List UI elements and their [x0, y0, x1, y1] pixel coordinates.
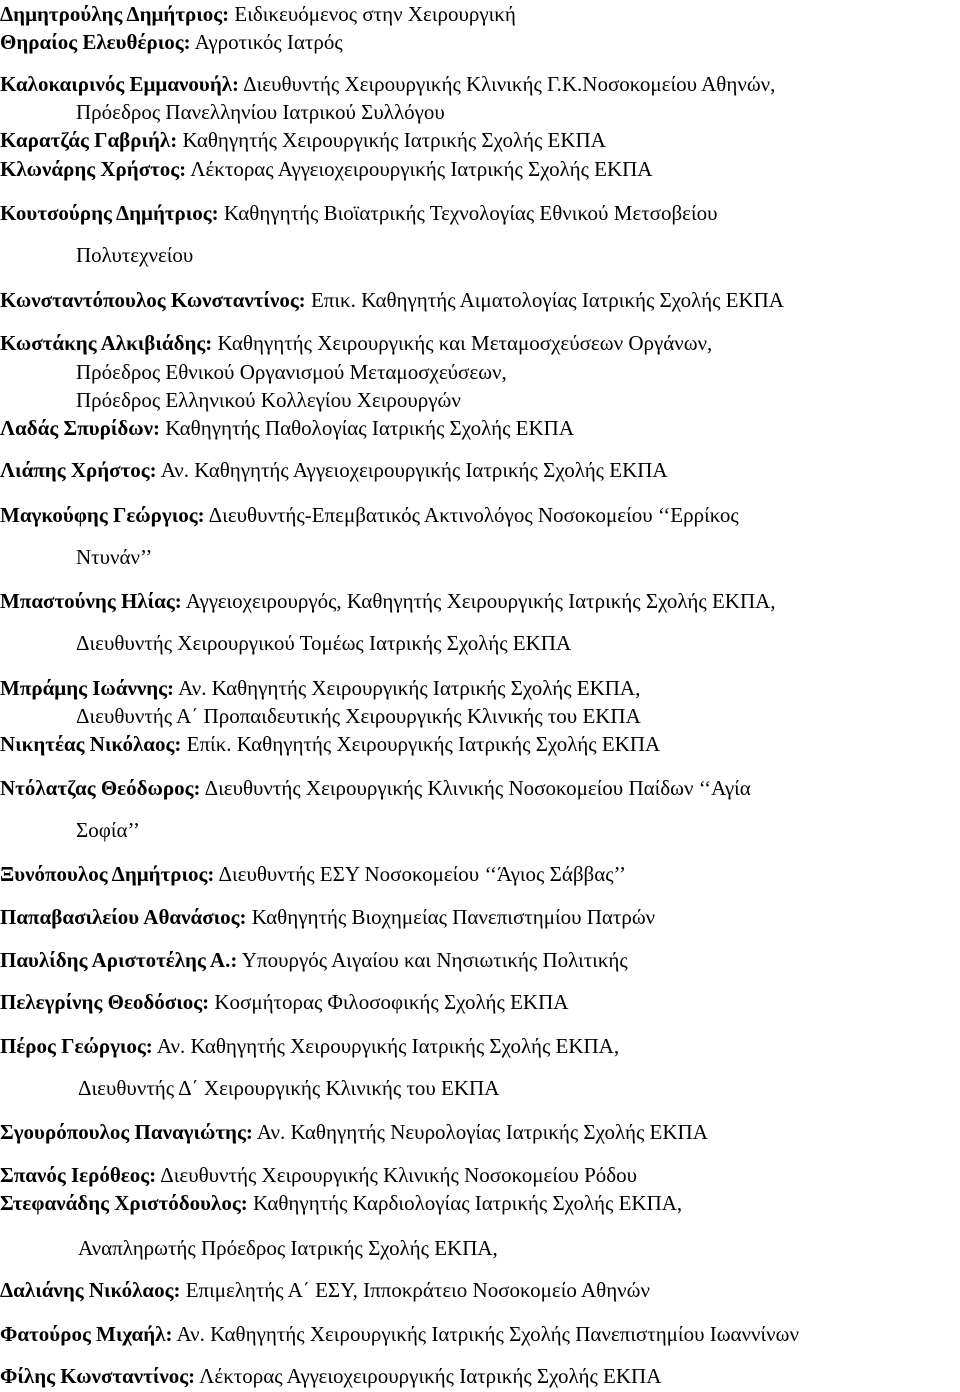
- list-item: [0, 905, 960, 929]
- list-item: [0, 416, 960, 440]
- list-item: [0, 201, 960, 225]
- person-name: Μπράμης Ιωάννης:: [0, 676, 175, 700]
- person-name: Δημητρούλης Δημήτριος:: [0, 2, 230, 26]
- list-item: [0, 2, 960, 26]
- person-role: Καθηγητής Χειρουργικής Ιατρικής Σχολής ΕΚΠΑ: [177, 128, 606, 152]
- list-item: [0, 1322, 960, 1346]
- list-item: [0, 1163, 960, 1187]
- person-name: Κωστάκης Αλκιβιάδης:: [0, 331, 213, 355]
- person-role: Καθηγητής Χειρουργικής και Μεταμοσχεύσεων Οργάνων,: [212, 331, 713, 355]
- list-item: [0, 862, 960, 886]
- role-continuation: Σοφία’’: [76, 818, 140, 842]
- list-item: [0, 1364, 960, 1388]
- person-name: Παυλίδης Αριστοτέλης Α.:: [0, 948, 238, 972]
- list-item: [0, 30, 960, 54]
- list-item: [0, 589, 960, 613]
- list-item: [0, 948, 960, 972]
- person-role: Αν. Καθηγητής Αγγειοχειρουργικής Ιατρικής Σχολής ΕΚΠΑ: [156, 458, 668, 482]
- list-item: [0, 990, 960, 1014]
- list-item: [0, 676, 960, 700]
- person-name: Μαγκούφης Γεώργιος:: [0, 503, 205, 527]
- person-role: Επίκ. Καθηγητής Χειρουργικής Ιατρικής Σχολής ΕΚΠΑ: [181, 732, 661, 756]
- role-continuation: Ντυνάν’’: [76, 545, 153, 569]
- person-name: Παπαβασιλείου Αθανάσιος:: [0, 905, 247, 929]
- list-item: [0, 503, 960, 527]
- person-role: Λέκτορας Αγγειοχειρουργικής Ιατρικής Σχολής ΕΚΠΑ: [186, 157, 653, 181]
- person-role: Επικ. Καθηγητής Αιματολογίας Ιατρικής Σχολής ΕΚΠΑ: [305, 288, 784, 312]
- role-continuation: Αναπληρωτής Πρόεδρος Ιατρικής Σχολής ΕΚΠΑ,: [78, 1236, 498, 1260]
- person-role: Καθηγητής Βιοϊατρικής Τεχνολογίας Εθνικού Μετσοβείου: [218, 201, 718, 225]
- person-role: Λέκτορας Αγγειοχειρουργικής Ιατρικής Σχολής ΕΚΠΑ: [195, 1364, 662, 1388]
- list-item: [0, 458, 960, 482]
- person-role: Διευθυντής ΕΣΥ Νοσοκομείου ‘‘Άγιος Σάββας’’: [214, 862, 626, 886]
- person-role: Διευθυντής Χειρουργικής Κλινικής Νοσοκομείου Παίδων ‘‘Αγία: [200, 776, 751, 800]
- list-item: [0, 331, 960, 355]
- role-continuation: Διευθυντής Α΄ Προπαιδευτικής Χειρουργικής Κλινικής του ΕΚΠΑ: [76, 704, 641, 728]
- role-continuation: Πρόεδρος Εθνικού Οργανισμού Μεταμοσχεύσεων,: [76, 360, 507, 384]
- role-continuation: Πρόεδρος Πανελληνίου Ιατρικού Συλλόγου: [76, 100, 445, 124]
- person-role: Διευθυντής Χειρουργικής Κλινικής Γ.Κ.Νοσοκομείου Αθηνών,: [239, 72, 776, 96]
- person-name: Κωνσταντόπουλος Κωνσταντίνος:: [0, 288, 306, 312]
- list-item: [0, 776, 960, 800]
- person-role: Διευθυντής Χειρουργικής Κλινικής Νοσοκομείου Ρόδου: [156, 1163, 638, 1187]
- person-name: Ξυνόπουλος Δημήτριος:: [0, 862, 215, 886]
- person-name: Πέρος Γεώργιος:: [0, 1034, 153, 1058]
- person-role: Υπουργός Αιγαίου και Νησιωτικής Πολιτικής: [237, 948, 628, 972]
- person-role: Καθηγητής Παθολογίας Ιατρικής Σχολής ΕΚΠΑ: [160, 416, 574, 440]
- list-item: [0, 157, 960, 181]
- person-role: Αγροτικός Ιατρός: [190, 30, 343, 54]
- person-name: Πελεγρίνης Θεοδόσιος:: [0, 990, 210, 1014]
- person-role: Κοσμήτορας Φιλοσοφικής Σχολής ΕΚΠΑ: [209, 990, 569, 1014]
- person-name: Σπανός Ιερόθεος:: [0, 1163, 157, 1187]
- person-role: Αν. Καθηγητής Νευρολογίας Ιατρικής Σχολής ΕΚΠΑ: [252, 1120, 708, 1144]
- person-name: Μπαστούνης Ηλίας:: [0, 589, 182, 613]
- person-name: Φατούρος Μιχαήλ:: [0, 1322, 173, 1346]
- person-name: Φίλης Κωνσταντίνος:: [0, 1364, 196, 1388]
- person-role: Καθηγητής Καρδιολογίας Ιατρικής Σχολής ΕΚΠΑ,: [247, 1191, 683, 1215]
- person-role: Διευθυντής-Επεμβατικός Ακτινολόγος Νοσοκομείου ‘‘Ερρίκος: [204, 503, 739, 527]
- person-role: Καθηγητής Βιοχημείας Πανεπιστημίου Πατρών: [246, 905, 656, 929]
- person-role: Αγγειοχειρουργός, Καθηγητής Χειρουργικής Ιατρικής Σχολής ΕΚΠΑ,: [181, 589, 776, 613]
- role-continuation: Διευθυντής Δ΄ Χειρουργικής Κλινικής του ΕΚΠΑ: [78, 1076, 500, 1100]
- role-continuation: Διευθυντής Χειρουργικού Τομέως Ιατρικής Σχολής ΕΚΠΑ: [76, 631, 572, 655]
- list-item: [0, 72, 960, 96]
- person-name: Δαλιάνης Νικόλαος:: [0, 1278, 181, 1302]
- person-name: Καρατζάς Γαβριήλ:: [0, 128, 178, 152]
- person-name: Σγουρόπουλος Παναγιώτης:: [0, 1120, 253, 1144]
- list-item: [0, 128, 960, 152]
- list-item: [0, 1191, 960, 1215]
- role-continuation: Πρόεδρος Ελληνικού Κολλεγίου Χειρουργών: [76, 388, 461, 412]
- person-name: Νικητέας Νικόλαος:: [0, 732, 182, 756]
- person-role: Επιμελητής Α΄ ΕΣΥ, Ιπποκράτειο Νοσοκομείο Αθηνών: [180, 1278, 650, 1302]
- person-name: Καλοκαιρινός Εμμανουήλ:: [0, 72, 240, 96]
- person-name: Λιάπης Χρήστος:: [0, 458, 157, 482]
- person-name: Κλωνάρης Χρήστος:: [0, 157, 187, 181]
- person-name: Στεφανάδης Χριστόδουλος:: [0, 1191, 248, 1215]
- person-role: Ειδικευόμενος στην Χειρουργική: [229, 2, 516, 26]
- person-role: Αν. Καθηγητής Χειρουργικής Ιατρικής Σχολής ΕΚΠΑ,: [152, 1034, 620, 1058]
- person-name: Κουτσούρης Δημήτριος:: [0, 201, 219, 225]
- list-item: [0, 1034, 960, 1058]
- person-role: Αν. Καθηγητής Χειρουργικής Ιατρικής Σχολής ΕΚΠΑ,: [174, 676, 641, 700]
- person-name: Λαδάς Σπυρίδων:: [0, 416, 161, 440]
- list-item: [0, 288, 960, 312]
- person-role: Αν. Καθηγητής Χειρουργικής Ιατρικής Σχολής Πανεπιστημίου Ιωαννίνων: [172, 1322, 799, 1346]
- person-name: Ντόλατζας Θεόδωρος:: [0, 776, 201, 800]
- list-item: [0, 732, 960, 756]
- list-item: [0, 1120, 960, 1144]
- person-name: Θηραίος Ελευθέριος:: [0, 30, 191, 54]
- role-continuation: Πολυτεχνείου: [76, 243, 194, 267]
- list-item: [0, 1278, 960, 1302]
